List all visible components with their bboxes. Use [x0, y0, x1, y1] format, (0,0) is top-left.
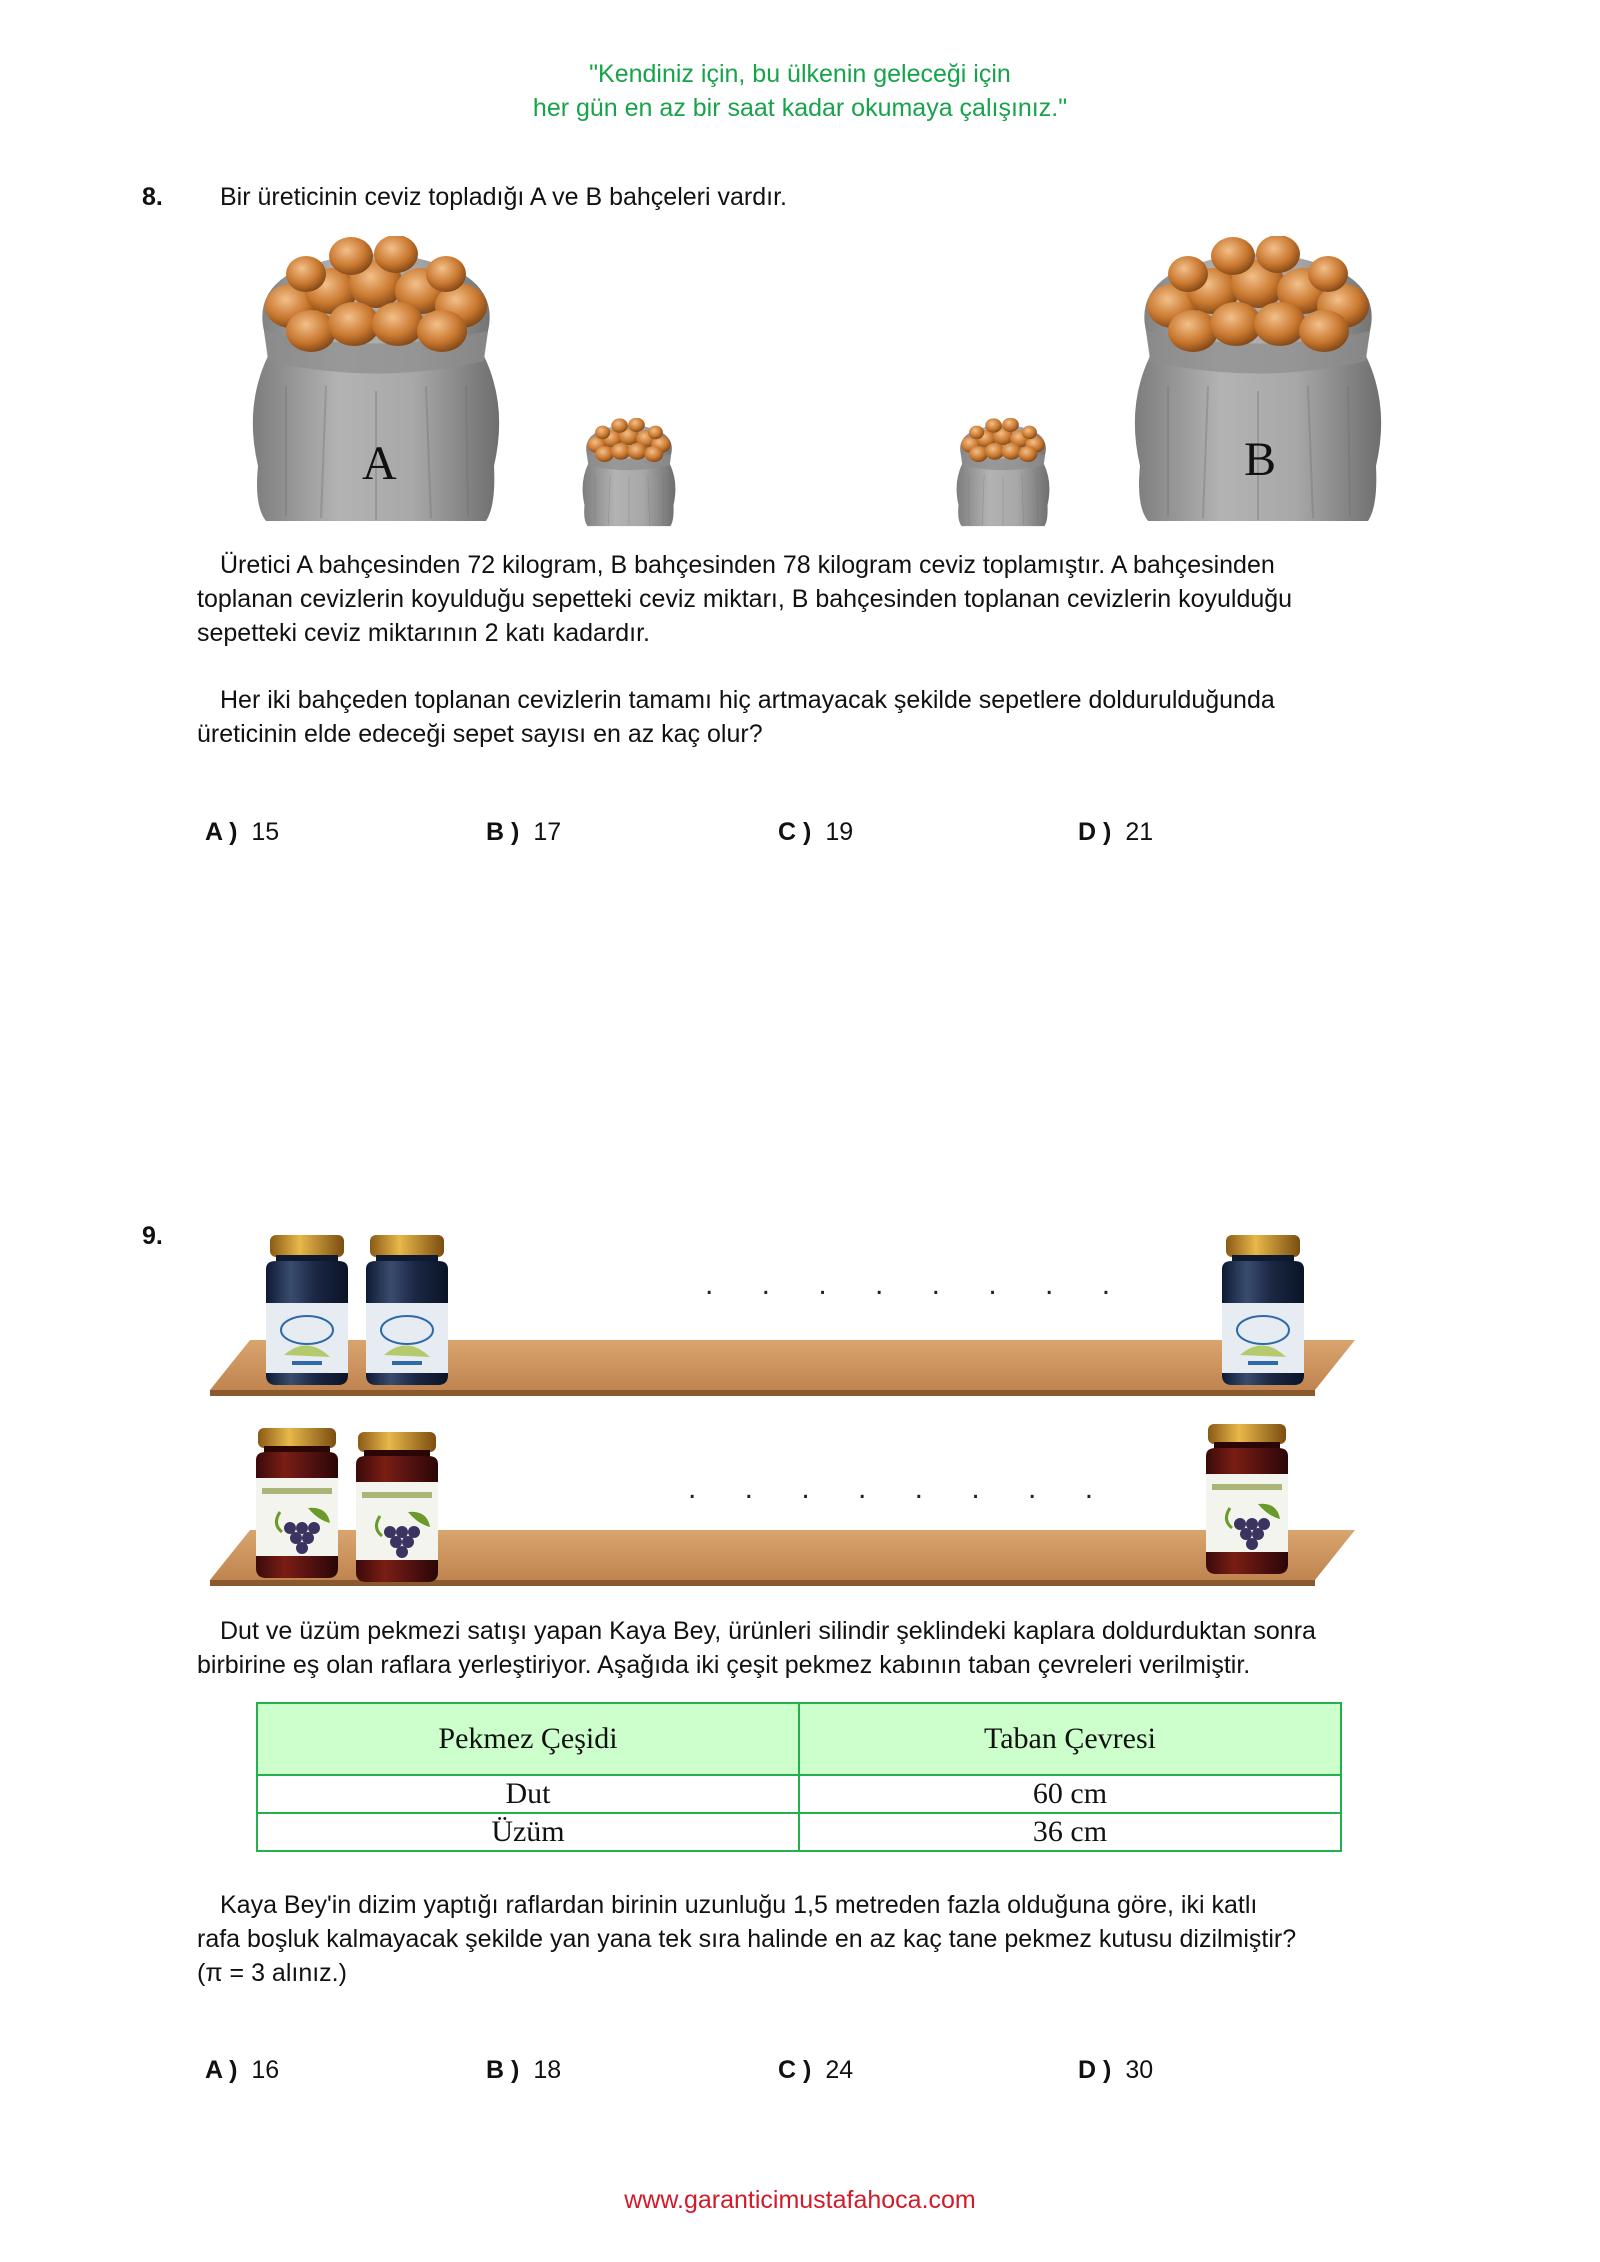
question-8-number: 8. [142, 183, 163, 211]
q9-option-b[interactable]: B ) 18 [486, 2056, 562, 2084]
question-8-intro: Bir üreticinin ceviz topladığı A ve B bahçeleri vardır. [220, 183, 787, 211]
uzum-pekmez-jar-2 [352, 1432, 442, 1582]
q8-para1-line2: toplanan cevizlerin koyulduğu sepetteki ceviz miktarı, B bahçesinden toplanan cevizlerin koyulduğu [197, 585, 1293, 613]
pekmez-table [256, 1702, 1342, 1852]
sack-a-label: A [362, 437, 397, 490]
q9-option-a[interactable]: A ) 16 [205, 2056, 280, 2084]
ellipsis-dots-top: . . . . . . . . [705, 1268, 1131, 1301]
dut-pekmez-jar-3 [1218, 1235, 1308, 1385]
q9-para2-line2: rafa boşluk kalmayacak şekilde yan yana tek sıra halinde en az kaç tane pekmez kutusu dizilmiştir? [197, 1925, 1297, 1953]
walnut-sack-a [246, 236, 506, 526]
dut-pekmez-jar-1 [262, 1235, 352, 1385]
q9-para2-line3: (π = 3 alınız.) [197, 1959, 347, 1987]
q8-para2-line1: Her iki bahçeden toplanan cevizlerin tamamı hiç artmayacak şekilde sepetlere doldurulduğunda [220, 686, 1275, 714]
table-cell: Dut [257, 1775, 799, 1813]
table-header-perimeter: Taban Çevresi [799, 1703, 1341, 1775]
q9-option-c[interactable]: C ) 24 [778, 2056, 854, 2084]
ellipsis-dots-bottom: . . . . . . . . [688, 1472, 1114, 1505]
table-cell: 36 cm [799, 1813, 1341, 1851]
walnut-basket-small-b-image [954, 418, 1052, 528]
uzum-pekmez-jar-1 [252, 1428, 342, 1578]
q9-para2-line1: Kaya Bey'in dizim yaptığı raflardan birinin uzunluğu 1,5 metreden fazla olduğuna göre, iki katlı [220, 1891, 1258, 1919]
q8-para1-line1: Üretici A bahçesinden 72 kilogram, B bahçesinden 78 kilogram ceviz toplamıştır. A bahçesinden [220, 551, 1275, 579]
walnut-basket-small-b [954, 418, 1052, 528]
table-header-type: Pekmez Çeşidi [257, 1703, 799, 1775]
q8-option-a[interactable]: A ) 15 [205, 818, 280, 846]
footer-url[interactable]: www.garanticimustafahoca.com [624, 2186, 976, 2214]
walnut-basket-small-a [580, 418, 678, 528]
walnut-basket-small-a-image [580, 418, 678, 528]
table-cell: Üzüm [257, 1813, 799, 1851]
q8-option-b[interactable]: B ) 17 [486, 818, 562, 846]
table-cell: 60 cm [799, 1775, 1341, 1813]
walnut-sack-b [1128, 236, 1388, 526]
dut-pekmez-jar-2 [362, 1235, 452, 1385]
q9-para1-line2: birbirine eş olan raflara yerleştiriyor. Aşağıda iki çeşit pekmez kabının taban çevreleri verilmiştir. [197, 1651, 1251, 1679]
q9-para1-line1: Dut ve üzüm pekmezi satışı yapan Kaya Bey, ürünleri silindir şeklindeki kaplara doldurduktan sonra [220, 1617, 1316, 1645]
uzum-pekmez-jar-3 [1202, 1424, 1292, 1574]
sack-b-label: B [1244, 433, 1277, 486]
header-quote-line-2: her gün en az bir saat kadar okumaya çalışınız." [532, 94, 1068, 122]
question-9-number: 9. [142, 1222, 163, 1250]
q9-option-d[interactable]: D ) 30 [1078, 2056, 1154, 2084]
q8-option-c[interactable]: C ) 19 [778, 818, 854, 846]
q8-para2-line2: üreticinin elde edeceği sepet sayısı en az kaç olur? [197, 720, 763, 748]
q8-option-d[interactable]: D ) 21 [1078, 818, 1154, 846]
q8-para1-line3: sepetteki ceviz miktarının 2 katı kadardır. [197, 619, 650, 647]
header-quote-line-1: "Kendiniz için, bu ülkenin geleceği için [589, 60, 1011, 88]
